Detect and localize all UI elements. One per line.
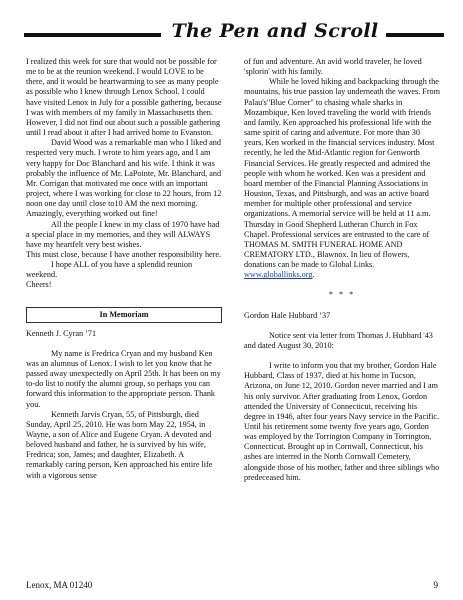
obituary-paragraph: Notice sent via letter from Thomas J. Hubbard '43 and dated August 30, 2010:: [244, 330, 433, 350]
right-column: [244, 57, 440, 483]
letter-paragraph: This must close, because I have another responsibility here.: [26, 249, 222, 259]
section-heading-in-memoriam: In Memoriam: [26, 307, 222, 323]
donation-link-line: www.globallinks.org.: [244, 270, 315, 280]
page-number: 9: [433, 580, 438, 590]
letter-paragraph: All the people I knew in my class of 1970 have had a special place in my memories, and they will ALWAYS have my heartfelt very best wishes.: [26, 219, 220, 249]
footer-location: Lenox, MA 01240: [26, 580, 93, 590]
obituary-paragraph: of fun and adventure. An avid world traveler, he loved 'splorin' with his family.: [244, 57, 422, 77]
masthead-rule-right: [386, 33, 444, 37]
letter-paragraph: I realized this week for sure that would not be possible for me to be at the reunion weekend. I would LOVE to be there, and it would be heartwarming to see as many people as possible who I knew through Lenox School. I could have visited Lenox in July for a possible gathering, because I was with members of my family in Massachusetts then. However, I did not find out about such a possible gathering until I read about it after I had arrived home to Evanston.: [26, 57, 222, 138]
left-column: [26, 57, 222, 481]
masthead-title: The Pen and Scroll: [171, 20, 379, 42]
obituary-name: Gordon Hale Hubbard ’37: [244, 310, 331, 320]
masthead: [24, 20, 444, 46]
obituary-paragraph: While he loved hiking and backpacking through the mountains, his true passion lay underneath the waves. From Palau's"Blue Corner" to chasing whale sharks in Mozambique, Ken loved traveling the world with friends and family. Ken approached his professional life with the same spirit of caring and adventure. For more than 30 years, Ken worked in the financial services industry. Most recently, he led the Mid-Atlantic region for Genworth Financial Services. He greatly respected and admired the people with whom he worked. Ken was a president and board member of the Financial Planning Associations in Houston, Texas, and Pittsburgh, and was an active board member for multiple other professional and service organizations. A memorial service will be held at 11 a.m. Thursday in Good Shepherd Lutheran Church in Fox Chapel. Professional services are entrusted to the care of THOMAS M. SMITH FUNERAL HOME AND CREMATORY LTD., Blawnox. In lieu of flowers, donations can be made to Global Links.: [244, 77, 441, 270]
letter-signoff: Cheers!: [26, 280, 52, 290]
obituary-paragraph: My name is Fredrica Cryan and my husband Ken was an alumnus of Lenox. I wish to let you know that he passed away unexpectedly on April 25th. It has been on my to-do list to notify the alumni group, so perhaps you can forward this information to the appropriate person. Thank you.: [26, 348, 221, 409]
obituary-paragraph: Kenneth Jarvis Cryan, 55, of Pittsburgh, died Sunday, April 25, 2010. He was born May 22, 1954, in Wayne, a son of Alice and Eugene Cryan. A devoted and beloved husband and father, he is survived by his wife, Fredrica; son, James; and daughter, Elizabeth. A remarkably caring person, Ken approached his entire life with a vigorous sense: [26, 409, 213, 480]
obituary-name: Kenneth J. Cyran ’71: [26, 328, 97, 338]
masthead-rule-left: [24, 33, 161, 37]
globallinks-link[interactable]: www.globallinks.org: [244, 270, 313, 280]
page-footer: [26, 580, 442, 590]
obituary-paragraph: I write to inform you that my brother, Gordon Hale Hubbard, Class of 1937, died at his home in Tucson, Arizona, on June 12, 2010. Gordon never married and I am his only survivor. After graduating from Lenox, Gordon attended the University of Connecticut, receiving his degree in 1946, after four years Navy service in the Pacific. Until his retirement some twenty five years ago, Gordon was employed by the Torrington Company in Torrington, Connecticut. Brought up in Cornwall, Connecticut, his ashes are interred in the North Cornwall Cemetery, alongside those of his mother, father and three siblings who predeceased him.: [244, 361, 440, 482]
section-separator: * * *: [328, 290, 356, 300]
letter-paragraph: David Wood was a remarkable man who I liked and respected very much. I wrote to him years ago, and I am very happy for Doc Blanchard and his wife. I think it was probably the influence of Mr. LaPointe, Mr. Blanchard, and Mr. Corrigan that motivated me once with an important project, where I was working for close to 22 hours, from 12 noon one day until close to10 AM the next morning. Amazingly, everything worked out fine!: [26, 138, 222, 219]
letter-paragraph: I hope ALL of you have a splendid reunion weekend.: [26, 260, 193, 280]
